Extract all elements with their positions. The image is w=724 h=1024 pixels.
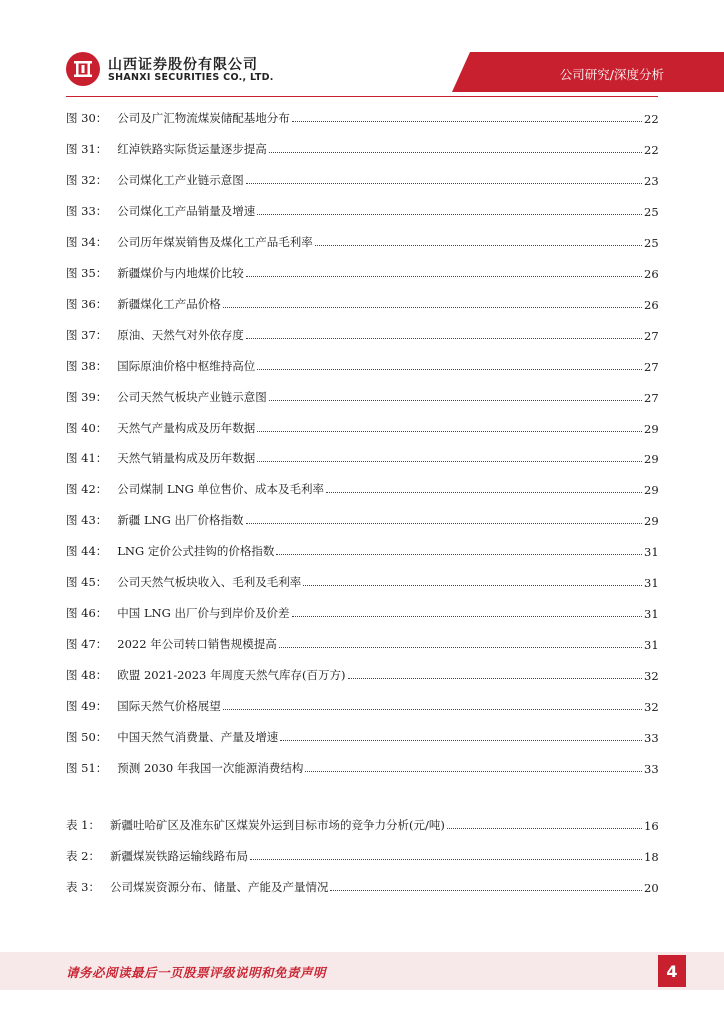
figure-number: 图 45: [66, 575, 96, 589]
table-page-number: 18: [644, 850, 659, 864]
dot-leader: [246, 523, 643, 524]
figure-entry[interactable]: [66, 106, 658, 126]
figure-entry[interactable]: [66, 168, 658, 188]
entry-separator: ：: [95, 761, 108, 775]
figure-page-number: 26: [644, 267, 659, 281]
figure-number: 图 48: [66, 668, 96, 682]
entry-separator: ：: [95, 513, 108, 527]
entry-separator: ：: [95, 173, 108, 187]
table-page-number: 20: [644, 881, 659, 895]
dot-leader: [305, 771, 642, 772]
dot-leader: [279, 647, 642, 648]
figure-page-number: 27: [644, 329, 659, 343]
figure-title: 新疆煤化工产品价格: [117, 297, 221, 311]
entry-separator: ：: [95, 730, 108, 744]
entry-separator: ：: [95, 482, 108, 496]
figure-page-number: 26: [644, 298, 659, 312]
page-header: [0, 0, 724, 100]
dot-leader: [223, 307, 642, 308]
entry-separator: ：: [95, 451, 108, 465]
dot-leader: [315, 245, 642, 246]
figure-page-number: 29: [644, 452, 659, 466]
figure-number: 图 33: [66, 204, 96, 218]
figure-page-number: 33: [644, 762, 659, 776]
figure-entry[interactable]: [66, 137, 658, 157]
entry-separator: ：: [95, 699, 108, 713]
dot-leader: [303, 585, 642, 586]
dot-leader: [246, 338, 642, 339]
figure-title: 公司及广汇物流煤炭储配基地分布: [117, 111, 290, 125]
figure-page-number: 23: [644, 174, 659, 188]
figure-number: 图 49: [66, 699, 96, 713]
figure-page-number: 25: [644, 205, 659, 219]
entry-separator: ：: [95, 111, 108, 125]
entry-separator: ：: [95, 266, 108, 280]
figure-page-number: 27: [644, 360, 659, 374]
figure-page-number: 29: [644, 483, 659, 497]
table-number: 表 3: [66, 880, 89, 894]
figure-number: 图 41: [66, 451, 96, 465]
entry-separator: ：: [95, 637, 108, 651]
report-section-label: 公司研究/深度分析: [559, 67, 664, 82]
table-title: 新疆吐哈矿区及准东矿区煤炭外运到目标市场的竞争力分析(元/吨): [109, 818, 445, 832]
entry-separator: ：: [95, 575, 108, 589]
entry-separator: ：: [95, 606, 108, 620]
figure-title: 天然气产量构成及历年数据: [117, 421, 256, 435]
dot-leader: [292, 616, 643, 617]
figure-number: 图 37: [66, 328, 96, 342]
figure-number: 图 31: [66, 142, 96, 156]
entry-separator: ：: [95, 328, 108, 342]
figure-number: 图 47: [66, 637, 96, 651]
figure-title: 国际天然气价格展望: [117, 699, 221, 713]
figure-entry[interactable]: [66, 385, 658, 405]
figure-page-number: 31: [644, 576, 659, 590]
figure-page-number: 25: [644, 236, 659, 250]
figure-number: 图 51: [66, 761, 96, 775]
page-number: 4: [658, 955, 686, 987]
table-title: 公司煤炭资源分布、储量、产能及产量情况: [109, 880, 329, 894]
figure-number: 图 30: [66, 111, 96, 125]
entry-separator: ：: [88, 849, 100, 863]
figure-number: 图 35: [66, 266, 96, 280]
entry-separator: ：: [95, 668, 108, 682]
figure-title: 红淖铁路实际货运量逐步提高: [117, 142, 267, 156]
figure-page-number: 31: [644, 638, 659, 652]
figure-page-number: 22: [644, 112, 659, 126]
figure-number: 图 40: [66, 421, 96, 435]
dot-leader: [246, 276, 642, 277]
figure-page-number: 31: [644, 545, 659, 559]
figure-entry[interactable]: [66, 694, 658, 714]
figure-entry[interactable]: [66, 508, 658, 528]
figure-title: 预测 2030 年我国一次能源消费结构: [117, 761, 304, 775]
figure-page-number: 31: [644, 607, 659, 621]
entry-separator: ：: [95, 390, 108, 404]
dot-leader: [250, 859, 642, 860]
figure-title: 公司煤化工产业链示意图: [117, 173, 244, 187]
figure-number: 图 44: [66, 544, 96, 558]
dot-leader: [257, 369, 642, 370]
figure-page-number: 29: [644, 422, 659, 436]
figure-page-number: 32: [644, 700, 659, 714]
dot-leader: [280, 740, 642, 741]
entry-separator: ：: [88, 818, 100, 832]
figure-entry[interactable]: [66, 601, 658, 621]
table-entry[interactable]: [66, 875, 658, 895]
figure-title: 中国天然气消费量、产量及增速: [117, 730, 279, 744]
entry-separator: ：: [95, 204, 108, 218]
figure-entry[interactable]: [66, 323, 658, 343]
figure-page-number: 27: [644, 391, 659, 405]
dot-leader: [257, 214, 642, 215]
figure-number: 图 38: [66, 359, 96, 373]
figure-page-number: 33: [644, 731, 659, 745]
figure-number: 图 50: [66, 730, 96, 744]
figure-entry[interactable]: [66, 230, 658, 250]
table-page-number: 16: [644, 819, 659, 833]
header-banner: [0, 0, 724, 100]
figure-title: LNG 定价公式挂钩的价格指数: [117, 544, 275, 558]
footer-disclaimer: 请务必阅读最后一页股票评级说明和免责声明: [66, 965, 327, 980]
dot-leader: [269, 152, 642, 153]
figure-entry[interactable]: [66, 570, 658, 590]
company-name-en: SHANXI SECURITIES CO., LTD.: [108, 72, 274, 83]
figure-entry[interactable]: [66, 632, 658, 652]
table-entry[interactable]: [66, 813, 658, 833]
table-entry[interactable]: [66, 844, 658, 864]
figure-number: 图 42: [66, 482, 96, 496]
dot-leader: [348, 678, 643, 679]
figure-number: 图 32: [66, 173, 96, 187]
figure-entry[interactable]: [66, 416, 658, 436]
entry-separator: ：: [95, 359, 108, 373]
dot-leader: [326, 492, 642, 493]
figure-title: 欧盟 2021-2023 年周度天然气库存(百万方): [117, 668, 346, 682]
dot-leader: [447, 828, 642, 829]
dot-leader: [276, 554, 642, 555]
figure-number: 图 39: [66, 390, 96, 404]
dot-leader: [269, 400, 642, 401]
figure-number: 图 46: [66, 606, 96, 620]
company-name-cn: 山西证券股份有限公司: [108, 57, 258, 73]
figure-entry[interactable]: [66, 539, 658, 559]
table-title: 新疆煤炭铁路运输线路布局: [109, 849, 248, 863]
figure-entry[interactable]: [66, 446, 658, 466]
figure-entry[interactable]: [66, 261, 658, 281]
figure-title: 天然气销量构成及历年数据: [117, 451, 256, 465]
figure-title: 公司煤制 LNG 单位售价、成本及毛利率: [117, 482, 324, 496]
figure-page-number: 22: [644, 143, 659, 157]
table-number: 表 1: [66, 818, 89, 832]
figure-entry[interactable]: [66, 725, 658, 745]
figure-title: 公司历年煤炭销售及煤化工产品毛利率: [117, 235, 313, 249]
figure-page-number: 32: [644, 669, 659, 683]
dot-leader: [223, 709, 642, 710]
dot-leader: [257, 461, 642, 462]
figure-title: 公司天然气板块收入、毛利及毛利率: [117, 575, 302, 589]
figure-title: 原油、天然气对外依存度: [117, 328, 244, 342]
entry-separator: ：: [95, 235, 108, 249]
figure-entry[interactable]: [66, 199, 658, 219]
figure-entry[interactable]: [66, 354, 658, 374]
figure-entry[interactable]: [66, 477, 658, 497]
table-number: 表 2: [66, 849, 89, 863]
figure-entry[interactable]: [66, 756, 658, 776]
header-rule: [66, 96, 658, 97]
entry-separator: ：: [95, 421, 108, 435]
entry-separator: ：: [95, 297, 108, 311]
figure-title: 新疆煤价与内地煤价比较: [117, 266, 244, 280]
figure-entry[interactable]: [66, 292, 658, 312]
figure-number: 图 36: [66, 297, 96, 311]
figure-title: 中国 LNG 出厂价与到岸价及价差: [117, 606, 290, 620]
figure-title: 新疆 LNG 出厂价格指数: [117, 513, 244, 527]
dot-leader: [257, 431, 642, 432]
company-logo-icon: [66, 52, 100, 86]
figure-number: 图 34: [66, 235, 96, 249]
dot-leader: [292, 121, 642, 122]
figure-entry[interactable]: [66, 663, 658, 683]
entry-separator: ：: [88, 880, 100, 894]
figure-title: 公司煤化工产品销量及增速: [117, 204, 256, 218]
figure-title: 2022 年公司转口销售规模提高: [117, 637, 277, 651]
dot-leader: [246, 183, 642, 184]
figure-page-number: 29: [644, 514, 659, 528]
figure-title: 国际原油价格中枢维持高位: [117, 359, 256, 373]
dot-leader: [330, 890, 642, 891]
entry-separator: ：: [95, 142, 108, 156]
entry-separator: ：: [95, 544, 108, 558]
figure-number: 图 43: [66, 513, 96, 527]
figure-title: 公司天然气板块产业链示意图: [117, 390, 267, 404]
